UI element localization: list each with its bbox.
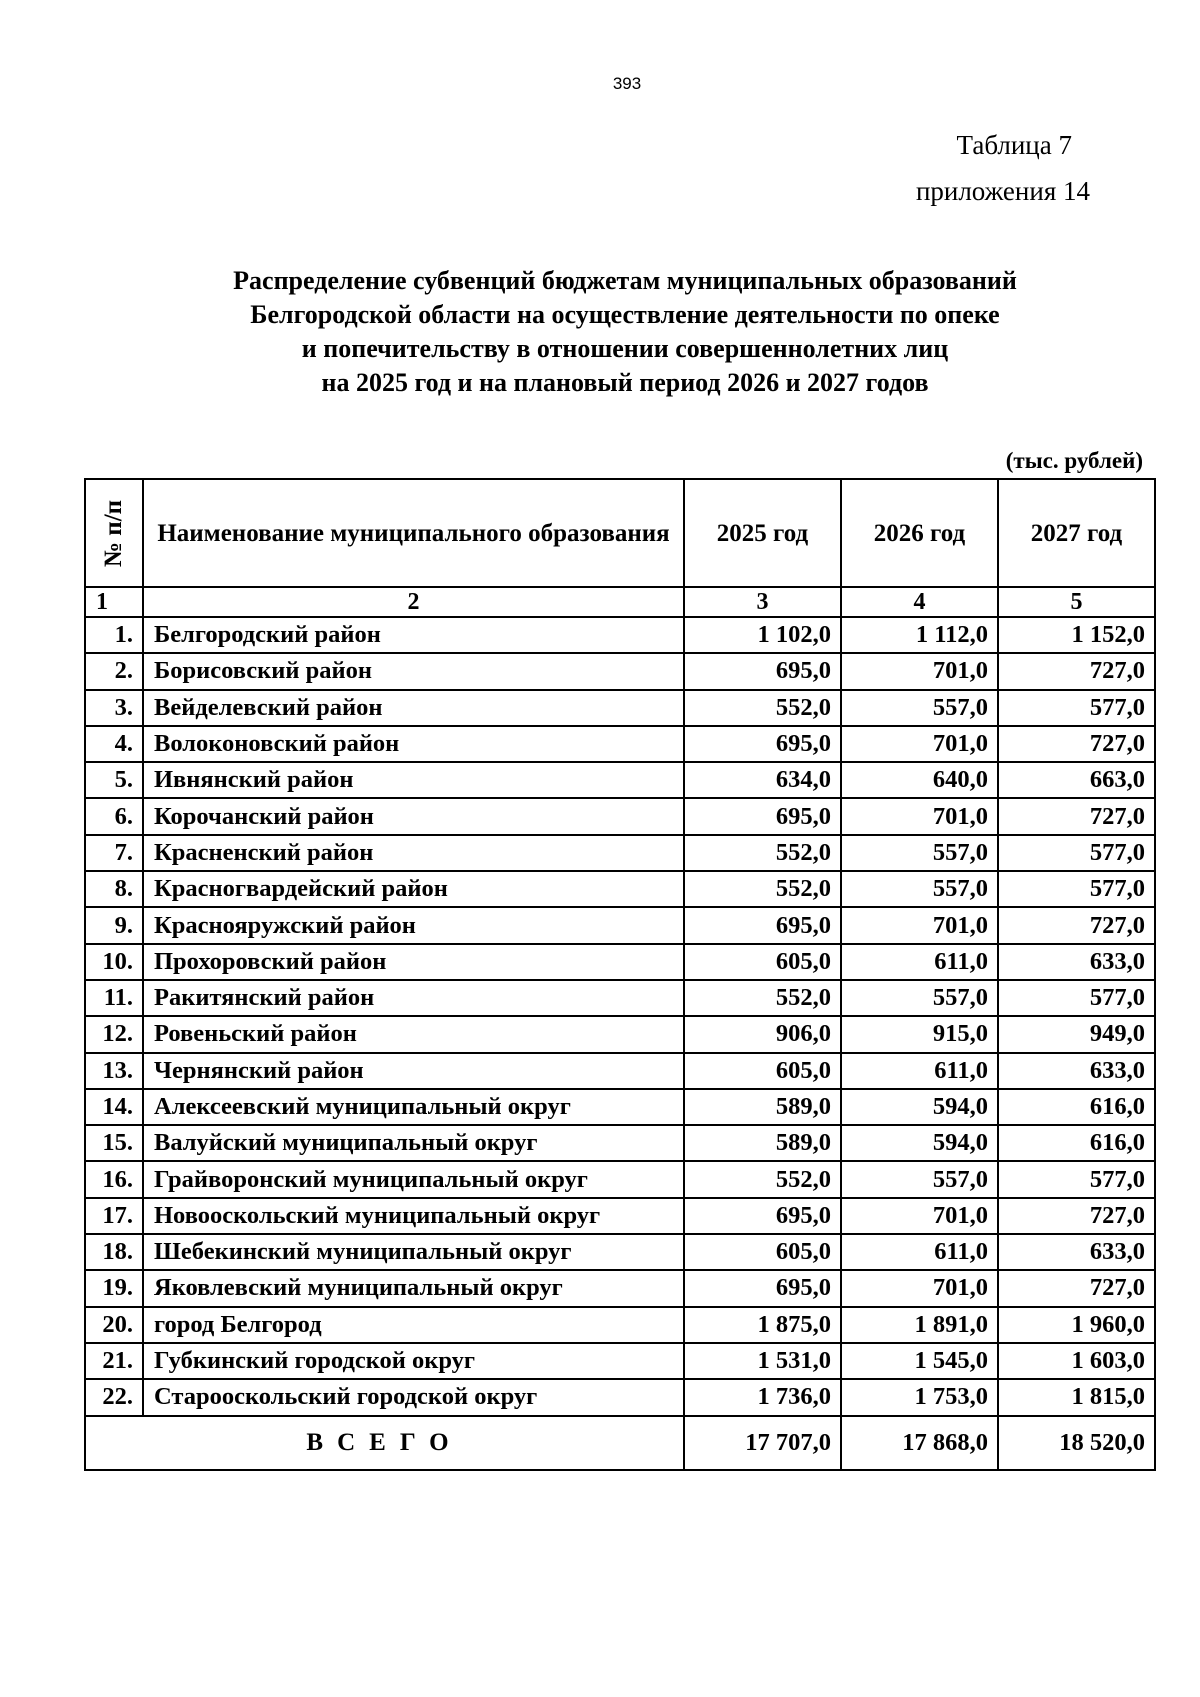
municipality-name: Ровеньский район xyxy=(143,1016,684,1052)
table-row xyxy=(85,871,1155,907)
header-2026: 2026 год xyxy=(841,479,998,587)
value-2026: 557,0 xyxy=(841,980,998,1016)
value-2025: 552,0 xyxy=(684,871,841,907)
row-number: 20. xyxy=(85,1307,143,1343)
title-line-4: на 2025 год и на плановый период 2026 и 2027 годов xyxy=(321,368,929,397)
row-number: 21. xyxy=(85,1343,143,1379)
value-2027: 727,0 xyxy=(998,907,1155,943)
table-row xyxy=(85,1161,1155,1197)
header-2027: 2027 год xyxy=(998,479,1155,587)
value-2027: 616,0 xyxy=(998,1089,1155,1125)
value-2026: 701,0 xyxy=(841,1270,998,1306)
municipality-name: Шебекинский муниципальный округ xyxy=(143,1234,684,1270)
header-num xyxy=(85,479,143,587)
row-number: 14. xyxy=(85,1089,143,1125)
value-2025: 695,0 xyxy=(684,907,841,943)
total-2027: 18 520,0 xyxy=(998,1416,1155,1470)
row-number: 15. xyxy=(85,1125,143,1161)
value-2026: 701,0 xyxy=(841,907,998,943)
table-row xyxy=(85,1125,1155,1161)
column-number-2: 2 xyxy=(143,587,684,617)
value-2026: 701,0 xyxy=(841,653,998,689)
row-number: 1. xyxy=(85,617,143,653)
value-2027: 1 152,0 xyxy=(998,617,1155,653)
row-number: 10. xyxy=(85,944,143,980)
value-2026: 611,0 xyxy=(841,944,998,980)
table-row xyxy=(85,1270,1155,1306)
value-2027: 577,0 xyxy=(998,835,1155,871)
value-2027: 616,0 xyxy=(998,1125,1155,1161)
row-number: 3. xyxy=(85,690,143,726)
row-number: 4. xyxy=(85,726,143,762)
municipality-name: Краснояружский район xyxy=(143,907,684,943)
municipality-name: Ивнянский район xyxy=(143,762,684,798)
municipality-name: Прохоровский район xyxy=(143,944,684,980)
table-row xyxy=(85,835,1155,871)
value-2025: 1 736,0 xyxy=(684,1379,841,1415)
table-row xyxy=(85,1016,1155,1052)
table-row xyxy=(85,798,1155,834)
value-2026: 915,0 xyxy=(841,1016,998,1052)
value-2025: 1 875,0 xyxy=(684,1307,841,1343)
value-2025: 906,0 xyxy=(684,1016,841,1052)
value-2025: 695,0 xyxy=(684,1270,841,1306)
column-number-4: 4 xyxy=(841,587,998,617)
municipality-name: Ракитянский район xyxy=(143,980,684,1016)
value-2027: 1 960,0 xyxy=(998,1307,1155,1343)
value-2027: 577,0 xyxy=(998,980,1155,1016)
value-2027: 633,0 xyxy=(998,1053,1155,1089)
municipality-name: Новооскольский муниципальный округ xyxy=(143,1198,684,1234)
municipality-name: Красненский район xyxy=(143,835,684,871)
value-2026: 701,0 xyxy=(841,1198,998,1234)
total-2025: 17 707,0 xyxy=(684,1416,841,1470)
municipality-name: Белгородский район xyxy=(143,617,684,653)
value-2027: 1 815,0 xyxy=(998,1379,1155,1415)
municipality-name: Борисовский район xyxy=(143,653,684,689)
value-2025: 589,0 xyxy=(684,1089,841,1125)
value-2025: 695,0 xyxy=(684,798,841,834)
value-2025: 634,0 xyxy=(684,762,841,798)
row-number: 7. xyxy=(85,835,143,871)
row-number: 17. xyxy=(85,1198,143,1234)
value-2026: 1 112,0 xyxy=(841,617,998,653)
row-number: 9. xyxy=(85,907,143,943)
value-2025: 552,0 xyxy=(684,835,841,871)
value-2026: 557,0 xyxy=(841,835,998,871)
value-2026: 594,0 xyxy=(841,1125,998,1161)
table-body xyxy=(85,587,1155,1416)
table-row xyxy=(85,1089,1155,1125)
municipality-name: Яковлевский муниципальный округ xyxy=(143,1270,684,1306)
value-2027: 633,0 xyxy=(998,1234,1155,1270)
column-number-row xyxy=(85,587,1155,617)
municipality-name: Грайворонский муниципальный округ xyxy=(143,1161,684,1197)
table-row xyxy=(85,1198,1155,1234)
value-2026: 701,0 xyxy=(841,726,998,762)
value-2026: 1 891,0 xyxy=(841,1307,998,1343)
municipality-name: Старооскольский городской округ xyxy=(143,1379,684,1415)
total-row xyxy=(85,1416,1155,1470)
value-2027: 949,0 xyxy=(998,1016,1155,1052)
column-number-5: 5 xyxy=(998,587,1155,617)
municipality-name: Красногвардейский район xyxy=(143,871,684,907)
value-2025: 695,0 xyxy=(684,653,841,689)
table-row xyxy=(85,762,1155,798)
table-row xyxy=(85,1053,1155,1089)
value-2027: 727,0 xyxy=(998,726,1155,762)
value-2025: 605,0 xyxy=(684,1053,841,1089)
municipality-name: Волоконовский район xyxy=(143,726,684,762)
row-number: 11. xyxy=(85,980,143,1016)
municipality-name: город Белгород xyxy=(143,1307,684,1343)
row-number: 22. xyxy=(85,1379,143,1415)
value-2027: 663,0 xyxy=(998,762,1155,798)
municipality-name: Вейделевский район xyxy=(143,690,684,726)
table-row xyxy=(85,907,1155,943)
row-number: 16. xyxy=(85,1161,143,1197)
row-number: 12. xyxy=(85,1016,143,1052)
value-2027: 577,0 xyxy=(998,1161,1155,1197)
subventions-table xyxy=(84,478,1156,1471)
value-2027: 727,0 xyxy=(998,1270,1155,1306)
value-2026: 1 545,0 xyxy=(841,1343,998,1379)
header-row xyxy=(85,479,1155,587)
row-number: 5. xyxy=(85,762,143,798)
value-2025: 552,0 xyxy=(684,690,841,726)
table-row xyxy=(85,980,1155,1016)
value-2026: 611,0 xyxy=(841,1053,998,1089)
column-number-1: 1 xyxy=(85,587,143,617)
unit-note: (тыс. рублей) xyxy=(1005,448,1143,473)
value-2027: 1 603,0 xyxy=(998,1343,1155,1379)
row-number: 13. xyxy=(85,1053,143,1089)
table-row xyxy=(85,1307,1155,1343)
value-2027: 577,0 xyxy=(998,690,1155,726)
value-2026: 557,0 xyxy=(841,690,998,726)
value-2025: 695,0 xyxy=(684,1198,841,1234)
header-num-label: № п/п xyxy=(100,499,128,567)
value-2026: 640,0 xyxy=(841,762,998,798)
value-2025: 1 102,0 xyxy=(684,617,841,653)
header-2025: 2025 год xyxy=(684,479,841,587)
row-number: 6. xyxy=(85,798,143,834)
value-2025: 552,0 xyxy=(684,1161,841,1197)
value-2026: 1 753,0 xyxy=(841,1379,998,1415)
value-2027: 727,0 xyxy=(998,1198,1155,1234)
municipality-name: Алексеевский муниципальный округ xyxy=(143,1089,684,1125)
table-row xyxy=(85,617,1155,653)
value-2026: 611,0 xyxy=(841,1234,998,1270)
title-line-2: Белгородской области на осуществление деятельности по опеке xyxy=(250,300,1000,329)
row-number: 8. xyxy=(85,871,143,907)
table-row xyxy=(85,1234,1155,1270)
title-line-1: Распределение субвенций бюджетам муниципальных образований xyxy=(233,266,1017,295)
value-2025: 589,0 xyxy=(684,1125,841,1161)
value-2027: 727,0 xyxy=(998,653,1155,689)
value-2026: 557,0 xyxy=(841,1161,998,1197)
title-line-3: и попечительству в отношении совершеннолетних лиц xyxy=(301,334,949,363)
table-ref-label: Таблица 7 xyxy=(956,130,1072,160)
municipality-name: Губкинский городской округ xyxy=(143,1343,684,1379)
municipality-name: Корочанский район xyxy=(143,798,684,834)
table-row xyxy=(85,690,1155,726)
value-2027: 633,0 xyxy=(998,944,1155,980)
table-row xyxy=(85,726,1155,762)
value-2026: 557,0 xyxy=(841,871,998,907)
table-header xyxy=(85,479,1155,587)
value-2027: 577,0 xyxy=(998,871,1155,907)
value-2026: 594,0 xyxy=(841,1089,998,1125)
value-2027: 727,0 xyxy=(998,798,1155,834)
table-row xyxy=(85,944,1155,980)
value-2025: 605,0 xyxy=(684,944,841,980)
municipality-name: Валуйский муниципальный округ xyxy=(143,1125,684,1161)
municipality-name: Чернянский район xyxy=(143,1053,684,1089)
table-footer xyxy=(85,1416,1155,1470)
row-number: 18. xyxy=(85,1234,143,1270)
header-name: Наименование муниципального образования xyxy=(143,479,684,587)
value-2026: 701,0 xyxy=(841,798,998,834)
appendix-ref-label: приложения 14 xyxy=(915,176,1090,206)
table-row xyxy=(85,653,1155,689)
table-row xyxy=(85,1379,1155,1415)
table-row xyxy=(85,1343,1155,1379)
document-title xyxy=(150,264,1100,400)
row-number: 2. xyxy=(85,653,143,689)
value-2025: 695,0 xyxy=(684,726,841,762)
page-number: 393 xyxy=(612,74,642,93)
column-number-3: 3 xyxy=(684,587,841,617)
total-label: ВСЕГО xyxy=(85,1416,684,1470)
row-number: 19. xyxy=(85,1270,143,1306)
value-2025: 1 531,0 xyxy=(684,1343,841,1379)
total-2026: 17 868,0 xyxy=(841,1416,998,1470)
value-2025: 552,0 xyxy=(684,980,841,1016)
value-2025: 605,0 xyxy=(684,1234,841,1270)
